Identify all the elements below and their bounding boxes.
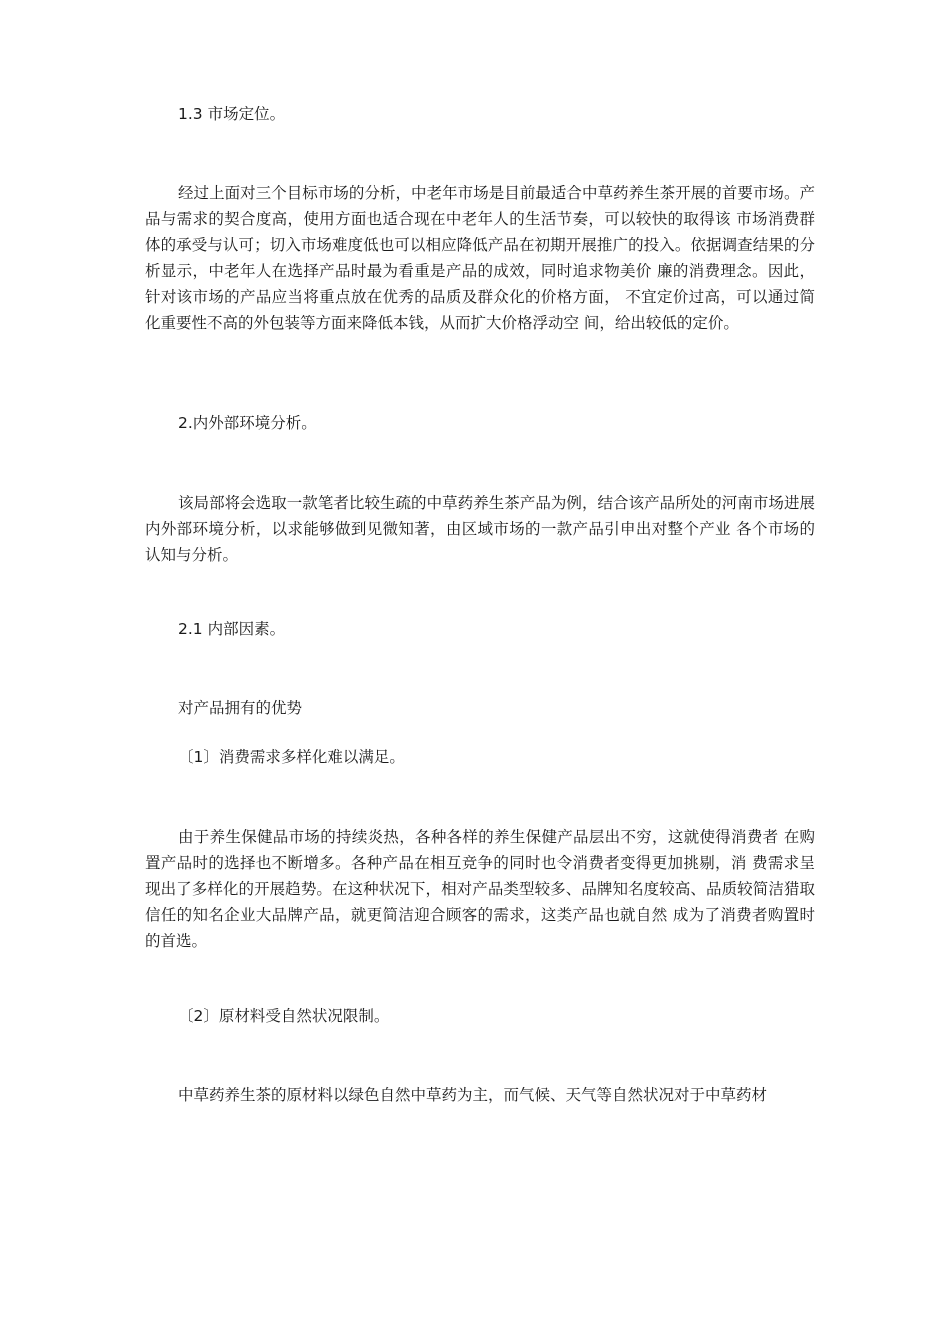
subheading-product-advantages: 对产品拥有的优势 (178, 699, 303, 717)
body-paragraph-market-positioning: 经过上面对三个目标市场的分析，中老年市场是目前最适合中草药养生茶开展的首要市场。产品与需求的契合度高，使用方面也适合现在中老年人的生活节奏，可以较快的取得该 市场消费群体的承受与认可；切入市场难度低也可以相应降低产品在初期开展推广的投入。依据调查结果的分析显示，中老年人在选择产品时最为看重是产品的成效，同时追求物美价 廉的消费理念。因此，针对该市场的产品应当将重点放在优秀的品质及群众化的价格方面， 不宜定价过高，可以通过简化重要性不高的外包装等方面来降低本钱，从而扩大价格浮动空 间，给出较低的定价。 (145, 184, 815, 332)
body-paragraph-diverse-demand: 由于养生保健品市场的持续炎热，各种各样的养生保健产品层出不穷，这就使得消费者 在购置产品时的选择也不断增多。各种产品在相互竞争的同时也令消费者变得更加挑剔，消 费需求呈现出了多样化的开展趋势。在这种状况下，相对产品类型较多、品牌知名度较高、品质较简洁猎取信任的知名企业大品牌产品，就更简洁迎合顾客的需求，这类产品也就自然 成为了消费者购置时的首选。 (145, 828, 815, 950)
section-heading-1-3: 1.3 市场定位。 (178, 105, 286, 123)
list-heading-item-2: 〔2〕原材料受自然状况限制。 (178, 1007, 390, 1025)
body-paragraph-environment-analysis: 该局部将会选取一款笔者比较生疏的中草药养生茶产品为例，结合该产品所处的河南市场进展内外部环境分析，以求能够做到见微知著，由区域市场的一款产品引申出对整个产业 各个市场的认知与分析。 (145, 494, 815, 564)
section-heading-2-1: 2.1 内部因素。 (178, 620, 286, 638)
section-heading-2: 2.内外部环境分析。 (178, 414, 317, 432)
body-paragraph-raw-materials: 中草药养生茶的原材料以绿色自然中草药为主，而气候、天气等自然状况对于中草药材 (178, 1086, 768, 1104)
list-heading-item-1: 〔1〕消费需求多样化难以满足。 (178, 748, 405, 766)
